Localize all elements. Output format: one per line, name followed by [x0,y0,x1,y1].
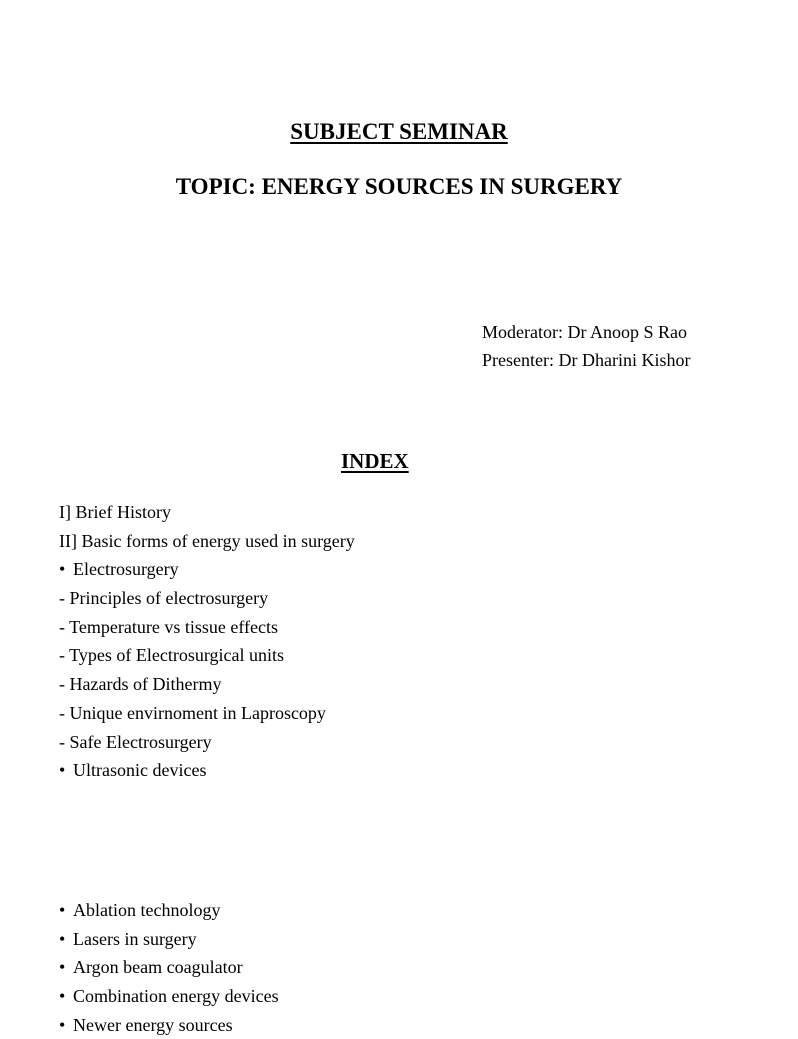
index-list-part1 [59,498,355,785]
index-item [59,953,279,982]
index-item [59,613,355,642]
index-item [59,498,355,527]
index-item [59,699,355,728]
index-item [59,982,279,1011]
index-item-text: I] Brief History [59,502,171,522]
bullet-icon: • [59,957,66,978]
index-list-part2 [59,896,279,1039]
topic-heading: TOPIC: ENERGY SOURCES IN SURGERY [175,174,623,199]
page-title: SUBJECT SEMINAR [290,119,508,144]
credits-block [482,318,690,374]
index-item-text: Newer energy sources [73,1014,233,1035]
index-item-text: - Temperature vs tissue effects [59,616,278,637]
bullet-icon: • [59,900,66,920]
index-item-text: - Hazards of Dithermy [59,674,222,695]
index-item-text: - Types of Electrosurgical units [59,645,285,666]
index-item-text: II] Basic forms of energy used in surgery [59,530,355,551]
index-item [59,527,355,556]
index-item-text: - Unique envirnoment in Laproscopy [59,702,326,723]
index-item [59,555,355,584]
index-item [59,756,355,785]
presenter-line: Presenter: Dr Dharini Kishor [482,350,691,370]
bullet-icon: • [59,928,66,949]
moderator-line: Moderator: Dr Anoop S Rao [482,322,687,342]
bullet-icon: • [59,559,66,580]
index-item [59,641,355,670]
bullet-icon: • [59,986,66,1007]
index-item [59,925,279,954]
index-item-text: Lasers in surgery [73,928,197,949]
index-item [59,896,279,925]
index-item-text: - Safe Electrosurgery [59,731,212,752]
bullet-icon: • [59,760,66,781]
index-heading: INDEX [341,449,409,473]
index-item-text: Argon beam coagulator [73,957,243,978]
bullet-icon: • [59,1014,66,1035]
index-item [59,584,355,613]
index-item-text: Ultrasonic devices [73,760,207,781]
index-item [59,1011,279,1039]
index-item-text: Combination energy devices [73,986,279,1007]
index-item [59,670,355,699]
index-item-text: - Principles of electrosurgery [59,588,269,609]
index-item [59,728,355,757]
index-item-text: Ablation technology [73,900,221,920]
index-item-text: Electrosurgery [73,559,179,580]
